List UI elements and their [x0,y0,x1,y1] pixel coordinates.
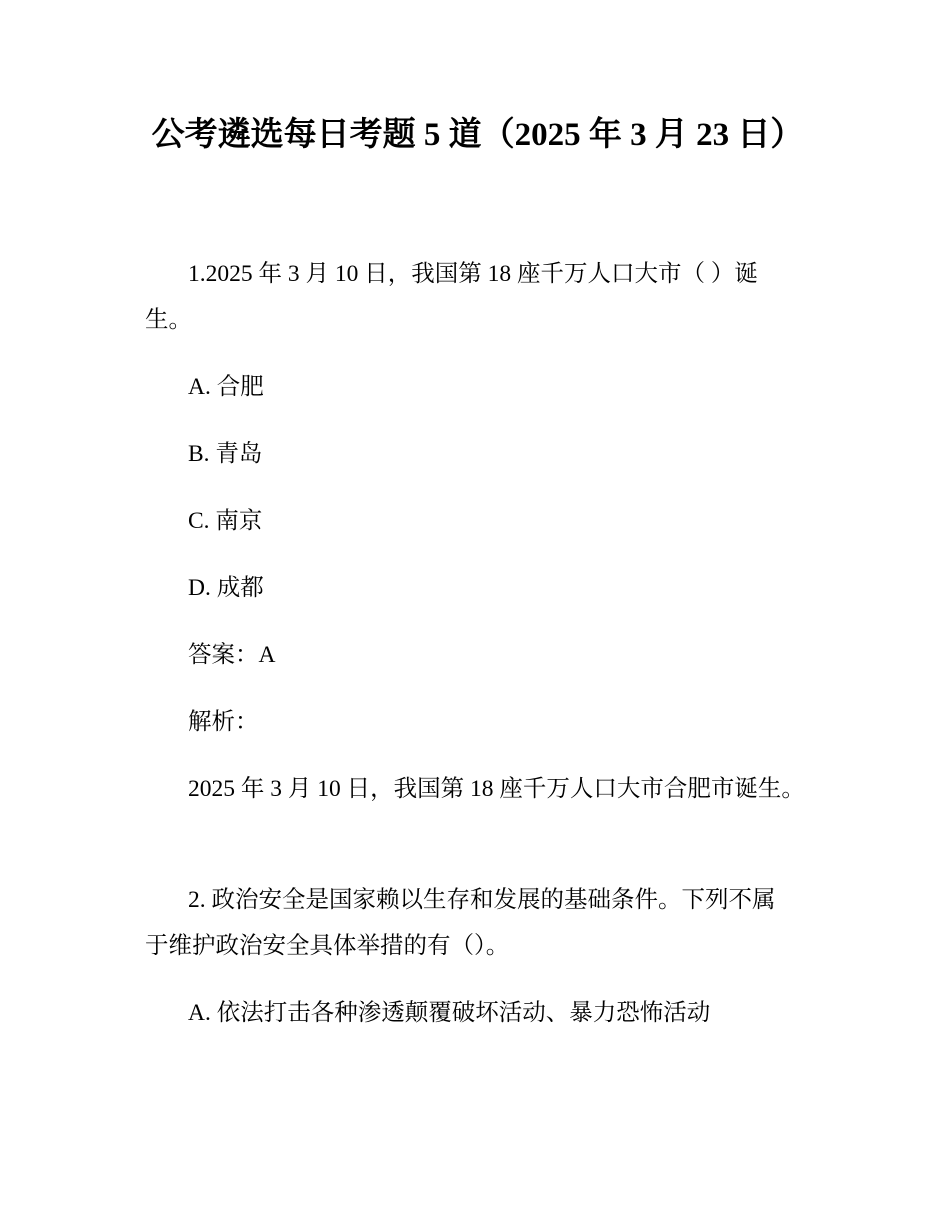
question-1-answer: 答案：A [188,642,276,668]
document-body [145,251,810,1036]
question-1-analysis-heading: 解析： [188,709,259,735]
question-1-option-b: B. 青岛 [188,441,263,467]
document-title: 公考遴选每日考题 5 道（2025 年 3 月 23 日） [151,117,804,153]
question-2-option-a: A. 依法打击各种渗透颠覆破坏活动、暴力恐怖活动 [188,1000,711,1026]
question-1-option-d: D. 成都 [188,575,264,601]
question-2-stem-line-2: 于维护政治安全具体举措的有（）。 [145,933,510,959]
question-1-stem [145,251,810,343]
question-1-option-c: C. 南京 [188,508,263,534]
question-1-stem-line-2: 生。 [145,307,192,333]
question-1-analysis-text: 2025 年 3 月 10 日，我国第 18 座千万人口大市合肥市诞生。 [188,776,805,802]
question-1 [145,251,810,812]
question-1-stem-line-1: 1.2025 年 3 月 10 日，我国第 18 座千万人口大市（ ）诞 [188,261,758,287]
question-1-option-a: A. 合肥 [188,374,264,400]
paragraph-spacer [145,833,810,877]
question-2 [145,877,810,1036]
question-2-stem-line-1: 2. 政治安全是国家赖以生存和发展的基础条件。下列不属 [188,887,776,913]
question-2-stem [145,877,810,969]
